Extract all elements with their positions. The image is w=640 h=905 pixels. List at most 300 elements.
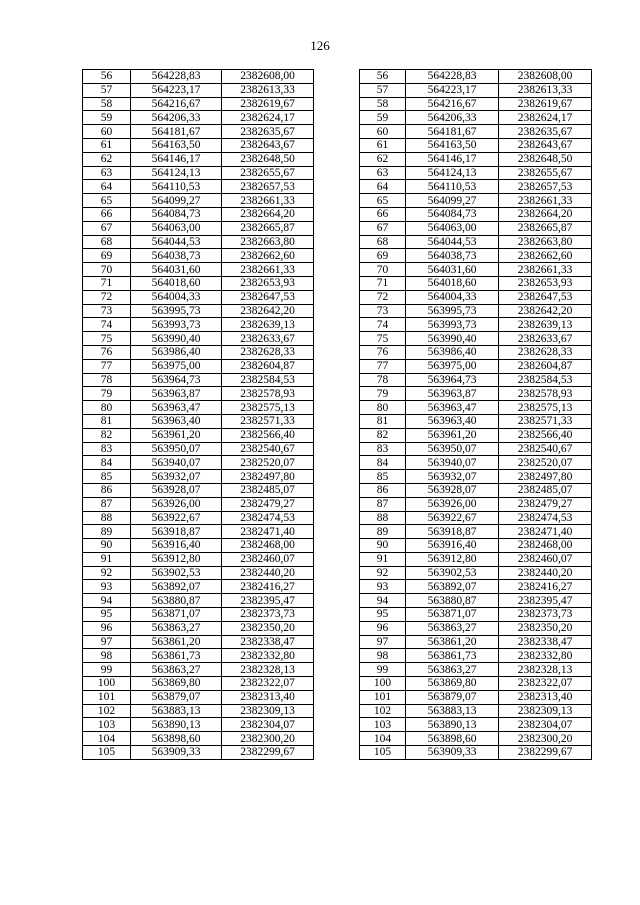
right-y-coordinate-cell: 2382395,47 (499, 594, 592, 608)
left-y-coordinate-cell: 2382643,67 (222, 138, 314, 152)
table-row (83, 428, 592, 442)
left-y-coordinate-cell: 2382657,53 (222, 180, 314, 194)
column-gap (314, 677, 360, 691)
right-point-number-cell: 59 (360, 111, 406, 125)
right-x-coordinate-cell: 563922,67 (406, 511, 499, 525)
left-y-coordinate-cell: 2382575,13 (222, 401, 314, 415)
right-point-number-cell: 91 (360, 552, 406, 566)
right-y-coordinate-cell: 2382440,20 (499, 566, 592, 580)
right-y-coordinate-cell: 2382661,33 (499, 194, 592, 208)
right-point-number-cell: 94 (360, 594, 406, 608)
table-row (83, 111, 592, 125)
right-point-number-cell: 63 (360, 166, 406, 180)
left-x-coordinate-cell: 564228,83 (131, 70, 222, 84)
right-x-coordinate-cell: 563961,20 (406, 428, 499, 442)
right-point-number-cell: 99 (360, 663, 406, 677)
left-point-number-cell: 81 (83, 414, 131, 428)
table-row (83, 414, 592, 428)
right-y-coordinate-cell: 2382332,80 (499, 649, 592, 663)
right-y-coordinate-cell: 2382661,33 (499, 263, 592, 277)
right-x-coordinate-cell: 564099,27 (406, 194, 499, 208)
table-row (83, 442, 592, 456)
left-point-number-cell: 62 (83, 152, 131, 166)
column-gap (314, 207, 360, 221)
column-gap (314, 608, 360, 622)
left-y-coordinate-cell: 2382460,07 (222, 552, 314, 566)
left-point-number-cell: 69 (83, 249, 131, 263)
left-y-coordinate-cell: 2382647,53 (222, 290, 314, 304)
coordinates-table (82, 69, 592, 760)
table-row (83, 401, 592, 415)
right-x-coordinate-cell: 564223,17 (406, 83, 499, 97)
right-x-coordinate-cell: 563995,73 (406, 304, 499, 318)
right-x-coordinate-cell: 563869,80 (406, 677, 499, 691)
right-point-number-cell: 79 (360, 387, 406, 401)
right-point-number-cell: 70 (360, 263, 406, 277)
column-gap (314, 635, 360, 649)
left-point-number-cell: 77 (83, 359, 131, 373)
right-point-number-cell: 73 (360, 304, 406, 318)
column-gap (314, 125, 360, 139)
left-y-coordinate-cell: 2382608,00 (222, 70, 314, 84)
right-x-coordinate-cell: 563861,20 (406, 635, 499, 649)
left-x-coordinate-cell: 563861,20 (131, 635, 222, 649)
left-x-coordinate-cell: 563912,80 (131, 552, 222, 566)
left-y-coordinate-cell: 2382479,27 (222, 497, 314, 511)
right-x-coordinate-cell: 563898,60 (406, 732, 499, 746)
right-y-coordinate-cell: 2382628,33 (499, 345, 592, 359)
left-x-coordinate-cell: 563861,73 (131, 649, 222, 663)
right-point-number-cell: 74 (360, 318, 406, 332)
left-y-coordinate-cell: 2382662,60 (222, 249, 314, 263)
right-x-coordinate-cell: 563863,27 (406, 663, 499, 677)
right-point-number-cell: 102 (360, 704, 406, 718)
right-x-coordinate-cell: 563912,80 (406, 552, 499, 566)
left-point-number-cell: 66 (83, 207, 131, 221)
column-gap (314, 428, 360, 442)
right-y-coordinate-cell: 2382485,07 (499, 483, 592, 497)
column-gap (314, 332, 360, 346)
right-x-coordinate-cell: 563883,13 (406, 704, 499, 718)
left-x-coordinate-cell: 564018,60 (131, 276, 222, 290)
left-x-coordinate-cell: 564084,73 (131, 207, 222, 221)
column-gap (314, 690, 360, 704)
right-point-number-cell: 61 (360, 138, 406, 152)
column-gap (314, 359, 360, 373)
left-point-number-cell: 59 (83, 111, 131, 125)
left-point-number-cell: 58 (83, 97, 131, 111)
right-y-coordinate-cell: 2382300,20 (499, 732, 592, 746)
right-x-coordinate-cell: 563940,07 (406, 456, 499, 470)
left-point-number-cell: 78 (83, 373, 131, 387)
right-y-coordinate-cell: 2382373,73 (499, 608, 592, 622)
column-gap (314, 511, 360, 525)
left-point-number-cell: 93 (83, 580, 131, 594)
right-point-number-cell: 66 (360, 207, 406, 221)
right-point-number-cell: 96 (360, 621, 406, 635)
left-point-number-cell: 86 (83, 483, 131, 497)
right-y-coordinate-cell: 2382338,47 (499, 635, 592, 649)
left-x-coordinate-cell: 563869,80 (131, 677, 222, 691)
right-x-coordinate-cell: 564216,67 (406, 97, 499, 111)
right-y-coordinate-cell: 2382635,67 (499, 125, 592, 139)
table-row (83, 497, 592, 511)
left-x-coordinate-cell: 564206,33 (131, 111, 222, 125)
left-x-coordinate-cell: 564181,67 (131, 125, 222, 139)
right-x-coordinate-cell: 563975,00 (406, 359, 499, 373)
left-point-number-cell: 79 (83, 387, 131, 401)
left-y-coordinate-cell: 2382613,33 (222, 83, 314, 97)
right-y-coordinate-cell: 2382479,27 (499, 497, 592, 511)
right-y-coordinate-cell: 2382540,67 (499, 442, 592, 456)
left-y-coordinate-cell: 2382655,67 (222, 166, 314, 180)
left-x-coordinate-cell: 564038,73 (131, 249, 222, 263)
left-y-coordinate-cell: 2382468,00 (222, 539, 314, 553)
table-row (83, 718, 592, 732)
column-gap (314, 152, 360, 166)
right-y-coordinate-cell: 2382471,40 (499, 525, 592, 539)
right-x-coordinate-cell: 563963,47 (406, 401, 499, 415)
right-y-coordinate-cell: 2382608,00 (499, 70, 592, 84)
left-y-coordinate-cell: 2382440,20 (222, 566, 314, 580)
column-gap (314, 746, 360, 760)
table-row (83, 663, 592, 677)
left-x-coordinate-cell: 563990,40 (131, 332, 222, 346)
column-gap (314, 235, 360, 249)
right-point-number-cell: 92 (360, 566, 406, 580)
right-point-number-cell: 93 (360, 580, 406, 594)
right-point-number-cell: 81 (360, 414, 406, 428)
left-point-number-cell: 100 (83, 677, 131, 691)
table-row (83, 221, 592, 235)
right-x-coordinate-cell: 564124,13 (406, 166, 499, 180)
table-row (83, 621, 592, 635)
left-point-number-cell: 103 (83, 718, 131, 732)
left-x-coordinate-cell: 564124,13 (131, 166, 222, 180)
column-gap (314, 594, 360, 608)
right-point-number-cell: 88 (360, 511, 406, 525)
column-gap (314, 580, 360, 594)
column-gap (314, 566, 360, 580)
column-gap (314, 401, 360, 415)
right-point-number-cell: 103 (360, 718, 406, 732)
right-y-coordinate-cell: 2382566,40 (499, 428, 592, 442)
right-y-coordinate-cell: 2382648,50 (499, 152, 592, 166)
left-x-coordinate-cell: 563909,33 (131, 746, 222, 760)
left-x-coordinate-cell: 563940,07 (131, 456, 222, 470)
left-point-number-cell: 71 (83, 276, 131, 290)
left-point-number-cell: 85 (83, 470, 131, 484)
column-gap (314, 704, 360, 718)
column-gap (314, 138, 360, 152)
table-row (83, 732, 592, 746)
right-point-number-cell: 100 (360, 677, 406, 691)
right-point-number-cell: 78 (360, 373, 406, 387)
left-y-coordinate-cell: 2382309,13 (222, 704, 314, 718)
left-x-coordinate-cell: 563926,00 (131, 497, 222, 511)
right-point-number-cell: 104 (360, 732, 406, 746)
left-point-number-cell: 73 (83, 304, 131, 318)
right-x-coordinate-cell: 563964,73 (406, 373, 499, 387)
table-row (83, 249, 592, 263)
right-point-number-cell: 56 (360, 70, 406, 84)
left-y-coordinate-cell: 2382395,47 (222, 594, 314, 608)
right-y-coordinate-cell: 2382604,87 (499, 359, 592, 373)
column-gap (314, 649, 360, 663)
right-y-coordinate-cell: 2382309,13 (499, 704, 592, 718)
table-row (83, 704, 592, 718)
left-point-number-cell: 75 (83, 332, 131, 346)
left-y-coordinate-cell: 2382332,80 (222, 649, 314, 663)
right-point-number-cell: 80 (360, 401, 406, 415)
left-point-number-cell: 98 (83, 649, 131, 663)
right-point-number-cell: 69 (360, 249, 406, 263)
left-x-coordinate-cell: 564044,53 (131, 235, 222, 249)
left-x-coordinate-cell: 563928,07 (131, 483, 222, 497)
table-row (83, 194, 592, 208)
right-y-coordinate-cell: 2382571,33 (499, 414, 592, 428)
left-x-coordinate-cell: 563871,07 (131, 608, 222, 622)
left-y-coordinate-cell: 2382474,53 (222, 511, 314, 525)
column-gap (314, 166, 360, 180)
left-x-coordinate-cell: 564146,17 (131, 152, 222, 166)
left-point-number-cell: 105 (83, 746, 131, 760)
right-x-coordinate-cell: 563986,40 (406, 345, 499, 359)
left-y-coordinate-cell: 2382653,93 (222, 276, 314, 290)
right-x-coordinate-cell: 563863,27 (406, 621, 499, 635)
left-point-number-cell: 90 (83, 539, 131, 553)
left-x-coordinate-cell: 564163,50 (131, 138, 222, 152)
left-x-coordinate-cell: 564031,60 (131, 263, 222, 277)
right-x-coordinate-cell: 563890,13 (406, 718, 499, 732)
right-point-number-cell: 82 (360, 428, 406, 442)
left-x-coordinate-cell: 563880,87 (131, 594, 222, 608)
right-point-number-cell: 57 (360, 83, 406, 97)
column-gap (314, 180, 360, 194)
right-y-coordinate-cell: 2382350,20 (499, 621, 592, 635)
table-row (83, 373, 592, 387)
left-y-coordinate-cell: 2382328,13 (222, 663, 314, 677)
column-gap (314, 70, 360, 84)
right-x-coordinate-cell: 563916,40 (406, 539, 499, 553)
right-y-coordinate-cell: 2382322,07 (499, 677, 592, 691)
left-y-coordinate-cell: 2382350,20 (222, 621, 314, 635)
table-row (83, 746, 592, 760)
left-point-number-cell: 56 (83, 70, 131, 84)
right-y-coordinate-cell: 2382619,67 (499, 97, 592, 111)
right-point-number-cell: 64 (360, 180, 406, 194)
table-row (83, 511, 592, 525)
table-row (83, 483, 592, 497)
column-gap (314, 318, 360, 332)
right-point-number-cell: 58 (360, 97, 406, 111)
column-gap (314, 525, 360, 539)
right-y-coordinate-cell: 2382497,80 (499, 470, 592, 484)
left-x-coordinate-cell: 563892,07 (131, 580, 222, 594)
left-x-coordinate-cell: 563863,27 (131, 621, 222, 635)
left-point-number-cell: 94 (83, 594, 131, 608)
right-x-coordinate-cell: 563880,87 (406, 594, 499, 608)
right-point-number-cell: 97 (360, 635, 406, 649)
right-point-number-cell: 86 (360, 483, 406, 497)
table-row (83, 608, 592, 622)
right-y-coordinate-cell: 2382665,87 (499, 221, 592, 235)
left-x-coordinate-cell: 563898,60 (131, 732, 222, 746)
right-x-coordinate-cell: 564163,50 (406, 138, 499, 152)
left-y-coordinate-cell: 2382665,87 (222, 221, 314, 235)
right-y-coordinate-cell: 2382633,67 (499, 332, 592, 346)
right-y-coordinate-cell: 2382657,53 (499, 180, 592, 194)
left-y-coordinate-cell: 2382642,20 (222, 304, 314, 318)
right-x-coordinate-cell: 564004,33 (406, 290, 499, 304)
left-y-coordinate-cell: 2382578,93 (222, 387, 314, 401)
left-y-coordinate-cell: 2382584,53 (222, 373, 314, 387)
left-point-number-cell: 76 (83, 345, 131, 359)
column-gap (314, 276, 360, 290)
table-row (83, 539, 592, 553)
left-point-number-cell: 89 (83, 525, 131, 539)
table-row (83, 70, 592, 84)
left-y-coordinate-cell: 2382566,40 (222, 428, 314, 442)
right-y-coordinate-cell: 2382653,93 (499, 276, 592, 290)
column-gap (314, 221, 360, 235)
right-y-coordinate-cell: 2382474,53 (499, 511, 592, 525)
right-point-number-cell: 105 (360, 746, 406, 760)
right-x-coordinate-cell: 564228,83 (406, 70, 499, 84)
right-point-number-cell: 72 (360, 290, 406, 304)
left-x-coordinate-cell: 564099,27 (131, 194, 222, 208)
right-y-coordinate-cell: 2382299,67 (499, 746, 592, 760)
table-row (83, 552, 592, 566)
right-point-number-cell: 76 (360, 345, 406, 359)
left-y-coordinate-cell: 2382633,67 (222, 332, 314, 346)
right-y-coordinate-cell: 2382416,27 (499, 580, 592, 594)
left-y-coordinate-cell: 2382663,80 (222, 235, 314, 249)
left-y-coordinate-cell: 2382520,07 (222, 456, 314, 470)
left-point-number-cell: 95 (83, 608, 131, 622)
left-x-coordinate-cell: 563961,20 (131, 428, 222, 442)
right-point-number-cell: 77 (360, 359, 406, 373)
table-row (83, 566, 592, 580)
left-point-number-cell: 99 (83, 663, 131, 677)
table-row (83, 180, 592, 194)
left-point-number-cell: 82 (83, 428, 131, 442)
left-x-coordinate-cell: 563993,73 (131, 318, 222, 332)
left-point-number-cell: 83 (83, 442, 131, 456)
left-point-number-cell: 84 (83, 456, 131, 470)
left-x-coordinate-cell: 563916,40 (131, 539, 222, 553)
right-point-number-cell: 62 (360, 152, 406, 166)
left-y-coordinate-cell: 2382571,33 (222, 414, 314, 428)
right-point-number-cell: 60 (360, 125, 406, 139)
left-y-coordinate-cell: 2382624,17 (222, 111, 314, 125)
page-number: 126 (310, 38, 330, 53)
table-row (83, 635, 592, 649)
right-point-number-cell: 87 (360, 497, 406, 511)
right-y-coordinate-cell: 2382663,80 (499, 235, 592, 249)
right-point-number-cell: 90 (360, 539, 406, 553)
table-row (83, 166, 592, 180)
left-x-coordinate-cell: 563879,07 (131, 690, 222, 704)
table-row (83, 318, 592, 332)
left-point-number-cell: 72 (83, 290, 131, 304)
right-x-coordinate-cell: 563861,73 (406, 649, 499, 663)
table-row (83, 263, 592, 277)
right-point-number-cell: 65 (360, 194, 406, 208)
left-x-coordinate-cell: 563963,47 (131, 401, 222, 415)
table-row (83, 345, 592, 359)
column-gap (314, 387, 360, 401)
right-x-coordinate-cell: 564181,67 (406, 125, 499, 139)
right-point-number-cell: 84 (360, 456, 406, 470)
right-point-number-cell: 71 (360, 276, 406, 290)
right-y-coordinate-cell: 2382647,53 (499, 290, 592, 304)
left-y-coordinate-cell: 2382661,33 (222, 263, 314, 277)
right-x-coordinate-cell: 563902,53 (406, 566, 499, 580)
column-gap (314, 552, 360, 566)
column-gap (314, 290, 360, 304)
right-x-coordinate-cell: 563932,07 (406, 470, 499, 484)
table-row (83, 207, 592, 221)
right-x-coordinate-cell: 563928,07 (406, 483, 499, 497)
left-x-coordinate-cell: 563995,73 (131, 304, 222, 318)
right-x-coordinate-cell: 563918,87 (406, 525, 499, 539)
table-row (83, 304, 592, 318)
column-gap (314, 83, 360, 97)
left-point-number-cell: 63 (83, 166, 131, 180)
coordinates-table-body (83, 70, 592, 760)
left-y-coordinate-cell: 2382471,40 (222, 525, 314, 539)
right-y-coordinate-cell: 2382664,20 (499, 207, 592, 221)
left-y-coordinate-cell: 2382313,40 (222, 690, 314, 704)
right-point-number-cell: 98 (360, 649, 406, 663)
left-point-number-cell: 88 (83, 511, 131, 525)
left-y-coordinate-cell: 2382416,27 (222, 580, 314, 594)
left-point-number-cell: 91 (83, 552, 131, 566)
left-y-coordinate-cell: 2382664,20 (222, 207, 314, 221)
left-x-coordinate-cell: 564110,53 (131, 180, 222, 194)
table-row (83, 649, 592, 663)
right-point-number-cell: 95 (360, 608, 406, 622)
left-point-number-cell: 70 (83, 263, 131, 277)
right-x-coordinate-cell: 563990,40 (406, 332, 499, 346)
column-gap (314, 718, 360, 732)
left-point-number-cell: 61 (83, 138, 131, 152)
left-x-coordinate-cell: 564216,67 (131, 97, 222, 111)
column-gap (314, 442, 360, 456)
left-y-coordinate-cell: 2382661,33 (222, 194, 314, 208)
left-x-coordinate-cell: 563975,00 (131, 359, 222, 373)
right-x-coordinate-cell: 563871,07 (406, 608, 499, 622)
left-point-number-cell: 65 (83, 194, 131, 208)
right-x-coordinate-cell: 564044,53 (406, 235, 499, 249)
left-point-number-cell: 57 (83, 83, 131, 97)
table-row (83, 456, 592, 470)
left-point-number-cell: 67 (83, 221, 131, 235)
left-x-coordinate-cell: 563890,13 (131, 718, 222, 732)
right-x-coordinate-cell: 563926,00 (406, 497, 499, 511)
column-gap (314, 732, 360, 746)
right-point-number-cell: 85 (360, 470, 406, 484)
column-gap (314, 249, 360, 263)
table-row (83, 290, 592, 304)
left-x-coordinate-cell: 563883,13 (131, 704, 222, 718)
left-y-coordinate-cell: 2382300,20 (222, 732, 314, 746)
table-row (83, 276, 592, 290)
right-x-coordinate-cell: 564110,53 (406, 180, 499, 194)
right-y-coordinate-cell: 2382624,17 (499, 111, 592, 125)
left-x-coordinate-cell: 563922,67 (131, 511, 222, 525)
